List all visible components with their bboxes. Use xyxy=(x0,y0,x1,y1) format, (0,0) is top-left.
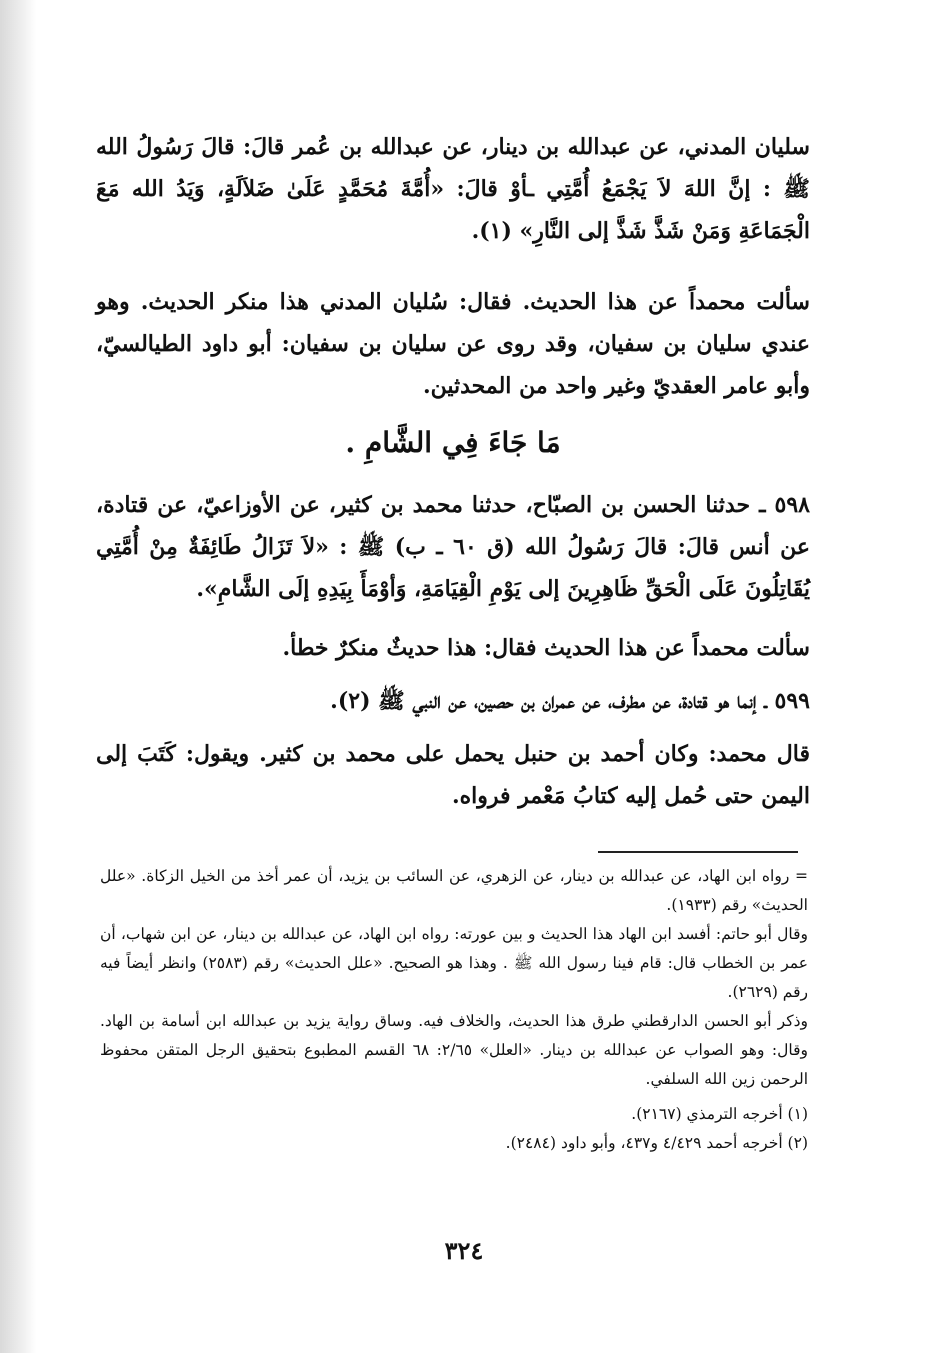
paragraph-hadith-597: سليان المدني، عن عبدالله بن دينار، عن عبدالله بن عُمر قالَ: قالَ رَسُولُ الله ﷺ : إنَّ اللهَ لاَ يَجْمَعُ أُمَّتِي ـأوْ قالَ: «أُمَّةَ مُحَمَّدٍ عَلَىٰ ضَلاَلَةٍ، وَيَدُ الله مَعَ الْجَمَاعَةِ وَمَنْ شَذَّ شَذَّ إلى النَّارِ» (١). xyxy=(96,134,810,244)
commentary-599 xyxy=(96,733,810,817)
commentary-597 xyxy=(96,281,810,407)
footnote-divider xyxy=(598,851,798,853)
paragraph-commentary-599: قال محمد: وكان أحمد بن حنبل يحمل على محمد بن كثير. ويقول: كَتَبَ إلى اليمن حتى حُمل إليه كتابُ مَعْمر فرواه. xyxy=(96,741,810,809)
paragraph-hadith-599: ٥٩٩ ـ إنما هو قتادة، عن مطرف، عن عمران بن حصين، عن النبي ﷺ (٢). xyxy=(330,688,810,714)
paragraph-hadith-598: ٥٩٨ ـ حدثنا الحسن بن الصبّاح، حدثنا محمد بن كثير، عن الأوزاعيّ، عن قتادة، عن أنس قالَ: قالَ رَسُولُ الله (ق ٦٠ ـ ب) ﷺ : «لاَ تَزَالُ طَائِفَةٌ مِنْ أُمَّتِي يُقَاتِلُونَ عَلَى الْحَقِّ ظَاهِرِينَ إلى يَوْمِ الْقِيَامَةِ، وَأوْمَأَ بِيَدِهِ إلَى الشَّامِ». xyxy=(96,492,810,602)
page-gutter-shadow xyxy=(0,0,36,1353)
footnote-abu-hatim: وقال أبو حاتم: أفسد ابن الهاد هذا الحديث و بين عورته: رواه ابن الهاد، عن عبدالله بن دينار، عن ابن شهاب، أن عمر بن الخطاب قال: قام فينا رسول الله ﷺ . وهذا هو الصحيح. «علل الحديث» رقم (٢٥٨٣) وانظر أيضاً فيه رقم (٢٦٢٩). xyxy=(100,925,808,1001)
page-number: ٣٢٤ xyxy=(444,1236,484,1265)
chapter-heading: مَا جَاءَ فِي الشَّامِ . xyxy=(345,426,561,459)
footnote-daraqutni: وذكر أبو الحسن الدارقطني طرق هذا الحديث، والخلاف فيه. وساق رواية يزيد بن عبدالله ابن أسامة بن الهاد. وقال: وهو الصواب عن عبدالله بن دينار. «العلل» ٢/٦٥: ٦٨ القسم المطبوع بتحقيق الرجل المتقن محفوظ الرحمن زين الله السلفي. xyxy=(100,1012,808,1088)
hadith-597-text xyxy=(96,126,810,252)
paragraph-commentary-597: سألت محمداً عن هذا الحديث. فقال: سُليان المدني هذا منكر الحديث. وهو عندي سليان بن سفيان، وقد روى عن سليان بن سفيان: أبو داود الطيالسيّ، وأبو عامر العقديّ وغير واحد من المحدثين. xyxy=(96,289,810,399)
commentary-598 xyxy=(96,627,810,669)
footnote-continuation: = رواه ابن الهاد، عن عبدالله بن دينار، عن الزهري، عن السائب بن يزيد، أن عمر أخذ من الخيل الزكاة. «علل الحديث» رقم (١٩٣٣). xyxy=(100,867,808,914)
hadith-598-text xyxy=(96,484,810,610)
footnote-1: (١) أخرجه الترمذي (٢١٦٧). xyxy=(631,1105,808,1123)
hadith-599-text xyxy=(96,680,810,722)
footnotes xyxy=(100,862,808,1158)
paragraph-commentary-598: سألت محمداً عن هذا الحديث فقال: هذا حديثٌ منكرٌ خطأ. xyxy=(282,635,810,661)
footnote-2: (٢) أخرجه أحمد ٤/٤٢٩ و٤٣٧، وأبو داود (٢٤٨٤). xyxy=(505,1134,808,1152)
